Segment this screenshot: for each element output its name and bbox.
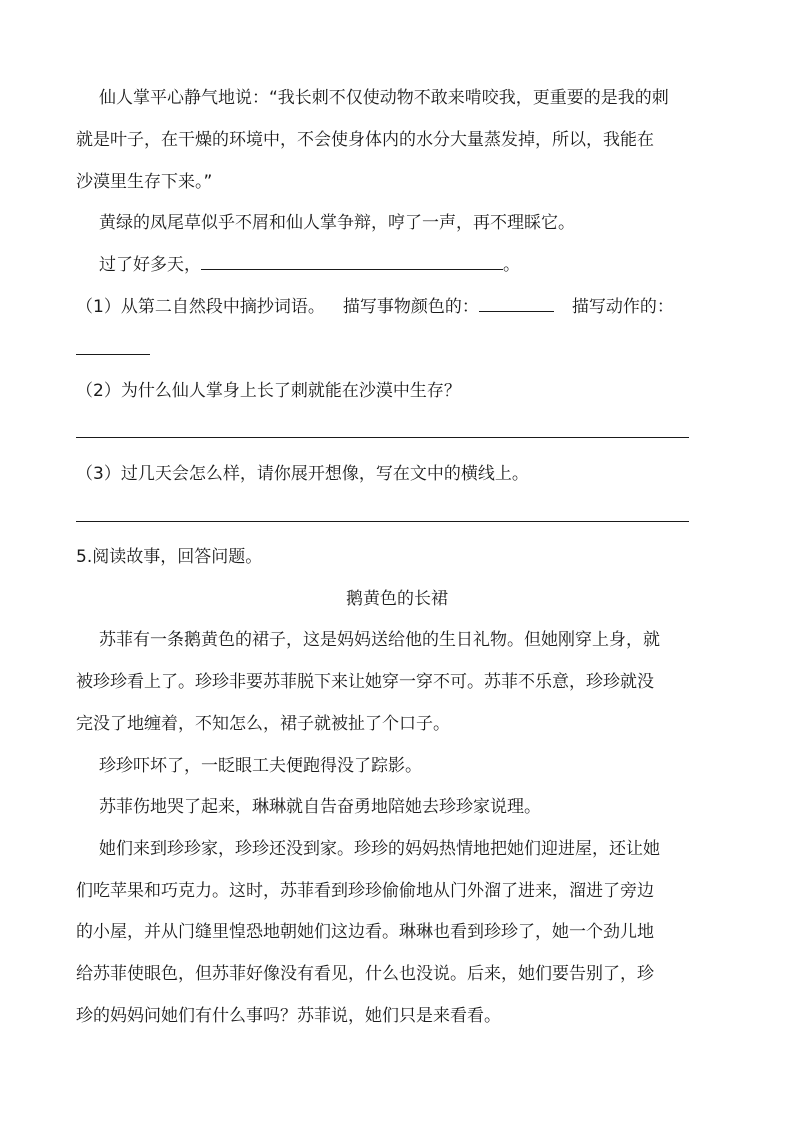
passage-line: 仙人掌平心静气地说：“我长刺不仅使动物不敢来啃咬我，更重要的是我的刺 [99,88,669,108]
story-line: 珍的妈妈问她们有什么事吗？苏菲说，她们只是来看看。 [76,1006,501,1026]
question-1-text: （1）从第二自然段中摘抄词语。 [76,297,325,317]
story-line: 的小屋，并从门缝里惶恐地朝她们这边看。琳琳也看到珍珍了，她一个劲儿地 [76,922,654,942]
question-3: （3）过几天会怎么样，请你展开想像，写在文中的横线上。 [76,464,529,484]
fill-in-prefix: 过了好多天， [99,255,201,275]
passage-line: 就是叶子，在干燥的环境中，不会使身体内的水分大量蒸发掉，所以，我能在 [76,130,654,150]
action-words-blank[interactable] [76,354,150,355]
story-line: 她们来到珍珍家，珍珍还没到家。珍珍的妈妈热情地把她们迎进屋，还让她 [99,839,660,859]
story-line: 苏菲有一条鹅黄色的裙子，这是妈妈送给他的生日礼物。但她刚穿上身，就 [99,630,660,650]
passage-line: 沙漠里生存下来。” [76,172,213,192]
question-1 [76,295,674,319]
story-line: 给苏菲使眼色，但苏菲好像没有看见，什么也没说。后来，她们要告别了，珍 [76,964,654,984]
story-line: 被珍珍看上了。珍珍非要苏菲脱下来让她穿一穿不可。苏菲不乐意，珍珍就没 [76,672,654,692]
answer-line[interactable] [76,521,689,522]
answer-blank[interactable] [201,254,503,270]
story-line: 们吃苹果和巧克力。这时，苏菲看到珍珍偷偷地从门外溜了进来，溜进了旁边 [76,881,654,901]
story-line: 完没了地缠着，不知怎么，裙子就被扯了个口子。 [76,714,450,734]
color-words-blank[interactable] [479,296,554,312]
story-line: 珍珍吓坏了，一眨眼工夫便跑得没了踪影。 [99,756,422,776]
passage-line: 黄绿的凤尾草似乎不屑和仙人掌争辩，哼了一声，再不理睬它。 [99,213,575,233]
color-words-label: 描写事物颜色的： [342,297,479,317]
fill-in-line [99,253,520,277]
question-2: （2）为什么仙人掌身上长了刺就能在沙漠中生存？ [76,381,461,401]
section-heading: 5.阅读故事，回答问题。 [76,547,263,567]
answer-line[interactable] [76,437,689,438]
action-words-label: 描写动作的： [571,297,674,317]
story-title: 鹅黄色的长裙 [346,589,448,609]
story-line: 苏菲伤地哭了起来，琳琳就自告奋勇地陪她去珍珍家说理。 [99,797,541,817]
fill-in-suffix: 。 [503,255,520,275]
